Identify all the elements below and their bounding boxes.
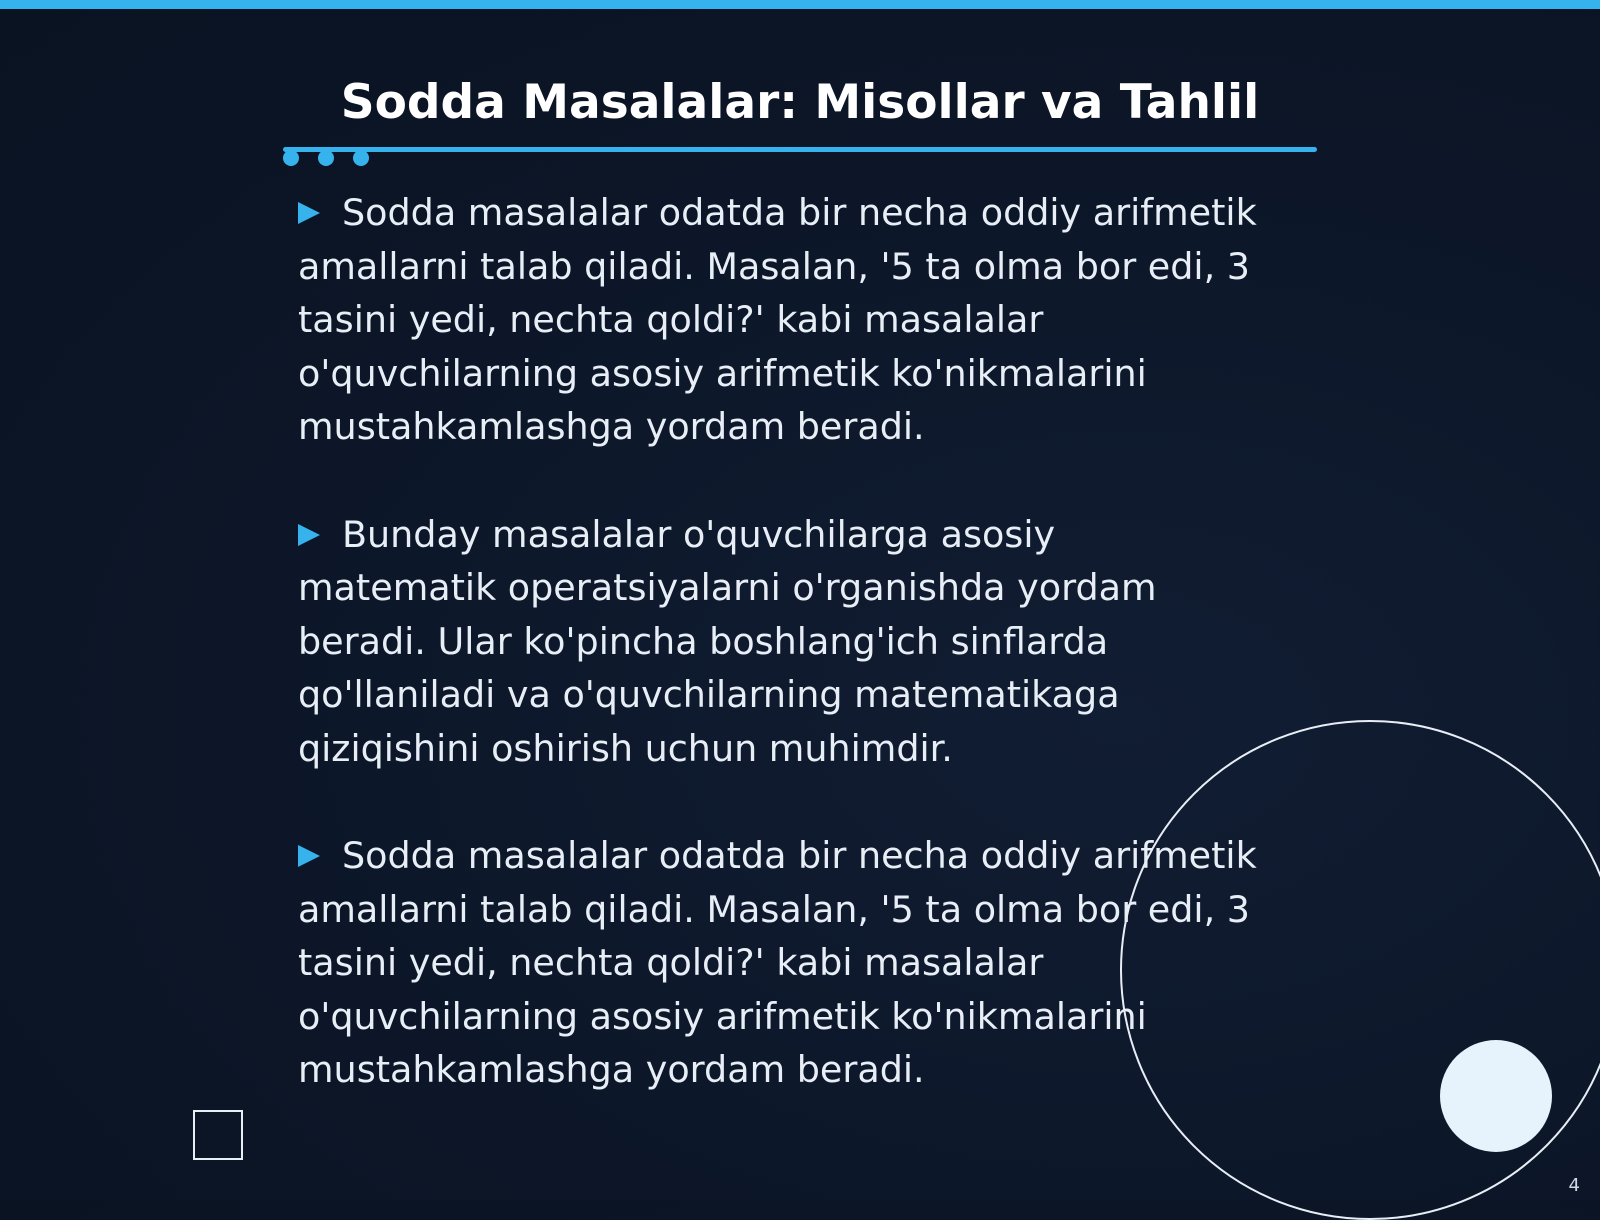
slide-title: Sodda Masalalar: Misollar va Tahlil [340, 75, 1260, 130]
bullet-item [298, 186, 1258, 454]
decorative-dot [318, 150, 334, 166]
decorative-filled-circle [1440, 1040, 1552, 1152]
triangle-bullet-icon [298, 202, 320, 224]
bullet-item [298, 829, 1258, 1097]
bullet-item [298, 508, 1258, 776]
decorative-square [193, 1110, 243, 1160]
top-accent-bar [0, 0, 1600, 9]
triangle-bullet-icon [298, 524, 320, 546]
page-number: 4 [1568, 1175, 1580, 1196]
triangle-bullet-icon [298, 845, 320, 867]
decorative-outline-circle [1120, 720, 1600, 1220]
decorative-dot [283, 150, 299, 166]
bullet-list [298, 186, 1258, 1151]
bullet-text: Sodda masalalar odatda bir necha oddiy arifmetik amallarni talab qiladi. Masalan, '5 ta olma bor edi, 3 tasini yedi, nechta qoldi?' kabi masalalar o'quvchilarning asosiy arifmetik ko'nikmalarini mustahkamlashga yordam beradi. [298, 834, 1257, 1091]
bullet-text: Bunday masalalar o'quvchilarga asosiy matematik operatsiyalarni o'rganishda yordam beradi. Ular ko'pincha boshlang'ich sinflarda qo'llaniladi va o'quvchilarning matematikaga qiziqishini oshirish uchun muhimdir. [298, 512, 1157, 770]
decorative-dot [353, 150, 369, 166]
title-underline [283, 147, 1317, 152]
bullet-text: Sodda masalalar odatda bir necha oddiy arifmetik amallarni talab qiladi. Masalan, '5 ta olma bor edi, 3 tasini yedi, nechta qoldi?' kabi masalalar o'quvchilarning asosiy arifmetik ko'nikmalarini mustahkamlashga yordam beradi. [298, 191, 1257, 448]
